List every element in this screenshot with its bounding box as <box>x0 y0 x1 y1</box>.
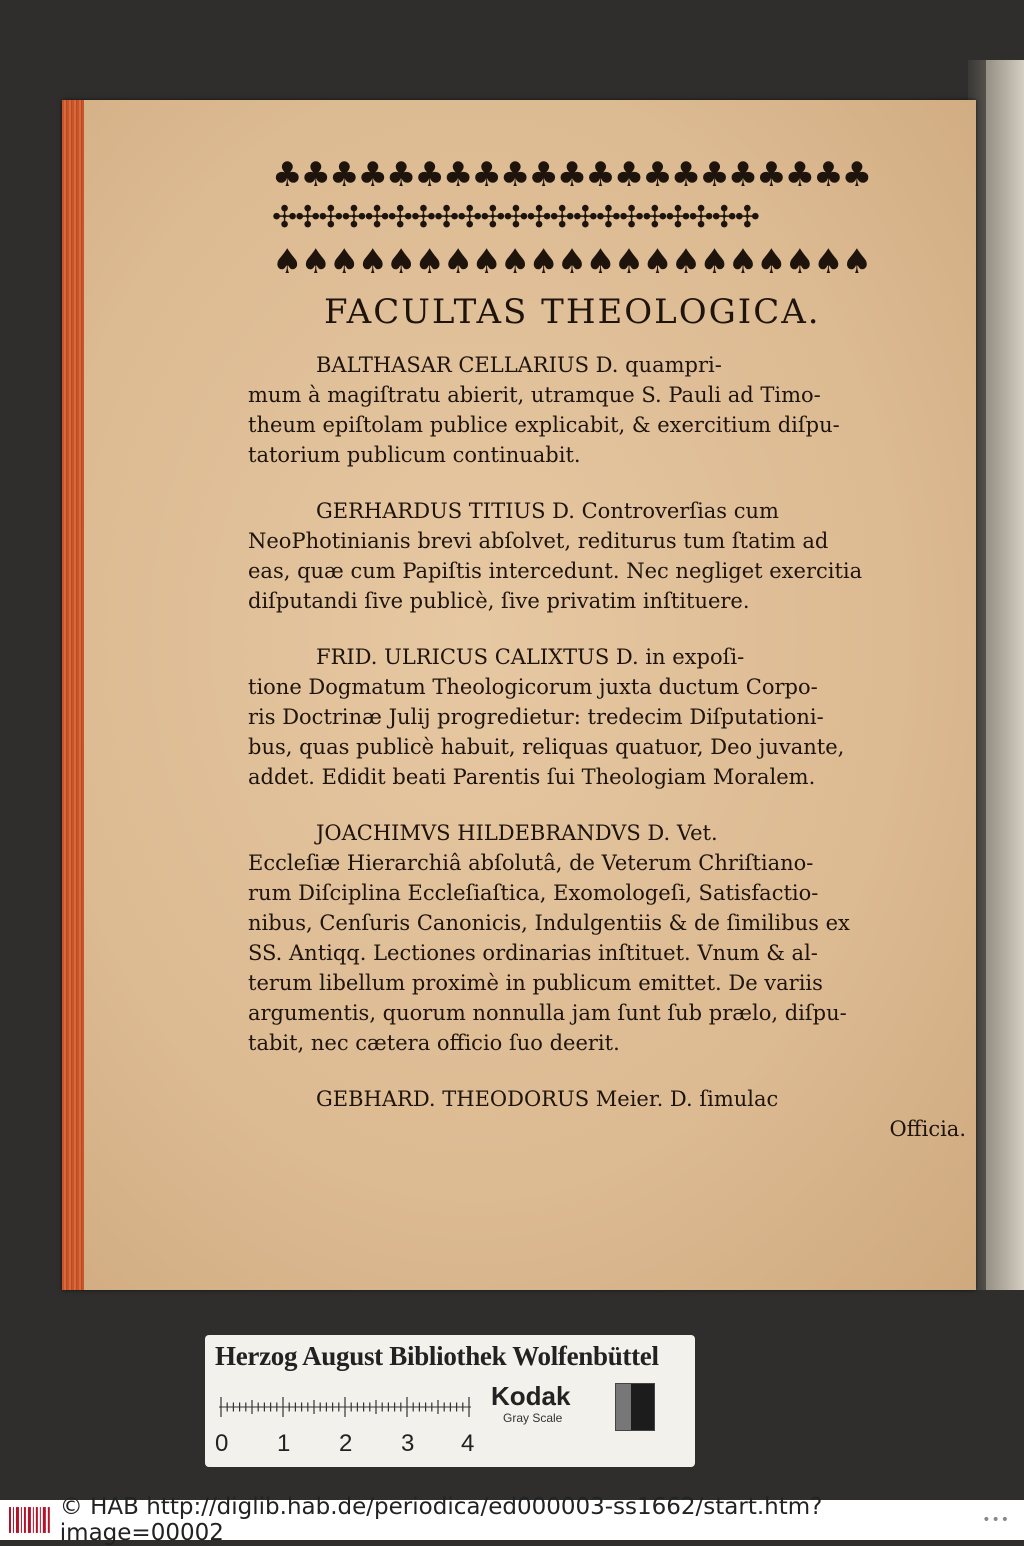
ruler-number: 2 <box>339 1430 353 1457</box>
gray-patch <box>615 1383 655 1431</box>
ornamental-header-band <box>272 155 932 283</box>
paragraph-calixtus <box>248 642 978 792</box>
text-line: FRID. ULRICUS CALIXTUS D. in expoſi- <box>316 645 745 669</box>
text-line: tatorium publicum continuabit. <box>248 443 581 467</box>
text-line: JOACHIMVS HILDEBRANDVS D. Vet. <box>316 821 718 845</box>
library-name: Herzog August Bibliothek Wolfenbüttel <box>215 1341 659 1371</box>
text-line: Officia. <box>889 1117 966 1141</box>
color-calibration-card <box>205 1335 695 1467</box>
text-line: eas, quæ cum Papiſtis intercedunt. Nec negliget exercitia <box>248 559 863 583</box>
text-line: mum à magiſtratu abierit, utramque S. Pauli ad Timo- <box>248 383 821 407</box>
text-line: BALTHASAR CELLARIUS D. quampri- <box>316 353 722 377</box>
kodak-logo: Kodak <box>491 1381 571 1411</box>
text-line: addet. Edidit beati Parentis ſui Theologiam Moralem. <box>248 765 816 789</box>
document-page <box>62 100 976 1290</box>
page-gilt-edge <box>62 100 84 1290</box>
ornament-row-middle: ✣✣✣✣✣✣✣✣✣✣✣✣✣✣✣✣✣✣✣✣✣ <box>272 200 758 235</box>
text-line: Eccleſiæ Hierarchiâ abſolutâ, de Veterum Chriſtiano- <box>248 851 814 875</box>
menu-dots-icon[interactable]: ••• <box>982 1512 1010 1528</box>
page-title: FACULTAS THEOLOGICA. <box>324 292 821 332</box>
grayscale-label: Gray Scale <box>503 1411 563 1425</box>
ruler-number: 3 <box>401 1430 415 1457</box>
paragraph-cellarius <box>248 350 978 470</box>
document-body <box>248 350 978 1170</box>
text-line: argumentis, quorum nonnulla jam ſunt ſub prælo, diſpu- <box>248 1001 847 1025</box>
ornament-row-top: ♣♣♣♣♣♣♣♣♣♣♣♣♣♣♣♣♣♣♣♣♣ <box>272 155 871 195</box>
text-line: SS. Antiqq. Lectiones ordinarias inſtituet. Vnum & al- <box>248 941 818 965</box>
paragraph-meier <box>248 1084 978 1144</box>
text-line: NeoPhotinianis brevi abſolvet, rediturus tum ſtatim ad <box>248 529 829 553</box>
text-line: theum epiſtolam publice explicabit, & exercitium diſpu- <box>248 413 840 437</box>
text-line: tione Dogmatum Theologicorum juxta ductum Corpo- <box>248 675 818 699</box>
text-line: ris Doctrinæ Julij progredietur: tredecim Diſputationi- <box>248 705 824 729</box>
ruler-number: 0 <box>215 1430 229 1457</box>
text-line: diſputandi ſive publicè, ſive privatim inſtituere. <box>248 589 750 613</box>
footer-bar <box>0 1494 1024 1546</box>
text-line: nibus, Cenſuris Canonicis, Indulgentiis & de ſimilibus ex <box>248 911 850 935</box>
text-line: bus, quas publicè habuit, reliquas quatuor, Deo juvante, <box>248 735 845 759</box>
ruler-numbers <box>213 1430 473 1460</box>
text-line: terum libellum proximè in publicum emittet. De variis <box>248 971 823 995</box>
hab-barcode-logo-icon <box>8 1505 54 1535</box>
text-line: GERHARDUS TITIUS D. Controverſias cum <box>316 499 779 523</box>
paragraph-titius <box>248 496 978 616</box>
ruler-number: 1 <box>277 1430 291 1457</box>
ruler-number: 4 <box>461 1430 475 1457</box>
text-line: GEBHARD. THEODORUS Meier. D. ſimulac <box>316 1087 779 1111</box>
copyright-url[interactable]: © HAB http://diglib.hab.de/periodica/ed000003-ss1662/start.htm?image=00002 <box>59 1494 823 1546</box>
text-line: rum Diſciplina Eccleſiaſtica, Exomologeſi, Satisfactio- <box>248 881 819 905</box>
paragraph-hildebrandus <box>248 818 978 1058</box>
ornament-row-bottom: ♠♠♠♠♠♠♠♠♠♠♠♠♠♠♠♠♠♠♠♠♠ <box>272 242 871 282</box>
text-line: tabit, nec cætera officio ſuo deerit. <box>248 1031 620 1055</box>
measurement-ruler <box>219 1387 479 1427</box>
